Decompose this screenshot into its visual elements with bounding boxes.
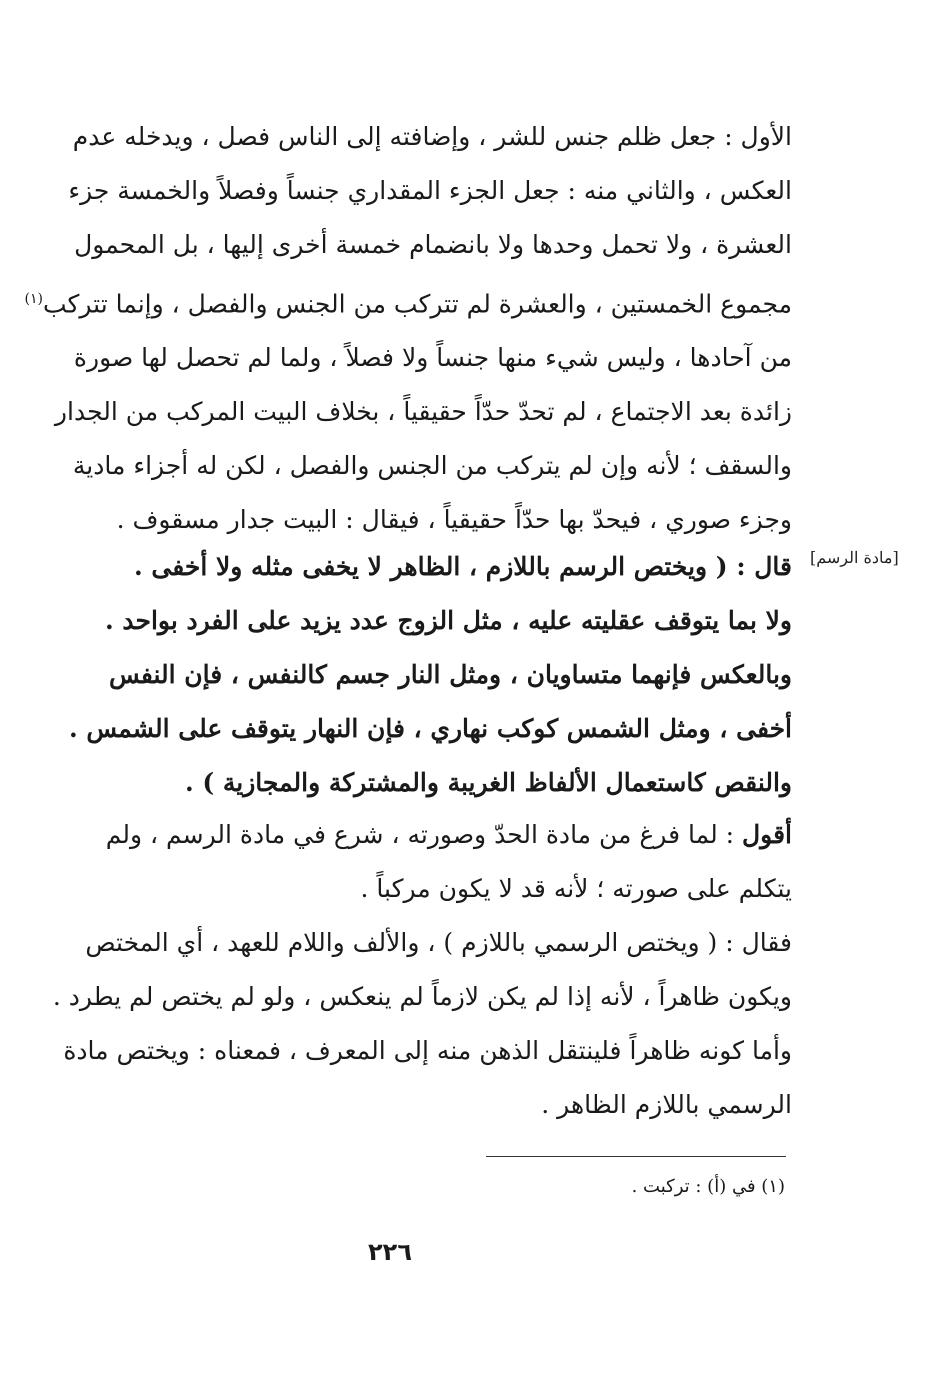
matn-line: ولا بما يتوقف عقليته عليه ، مثل الزوج عدد يزيد على الفرد بواحد .: [105, 606, 792, 635]
margin-note: [مادة الرسم]: [810, 548, 899, 567]
text-line: ويكون ظاهراً ، لأنه إذا لم يكن لازماً لم ينعكس ، ولو لم يختص لم يطرد .: [52, 982, 792, 1011]
footnote-divider: [486, 1156, 786, 1157]
text-line: والسقف ؛ لأنه وإن لم يتركب من الجنس والفصل ، لكن له أجزاء مادية: [72, 451, 792, 481]
page-number: ٢٢٦: [368, 1238, 412, 1266]
text-line: وجزء صوري ، فيحدّ بها حدّاً حقيقياً ، فيقال : البيت جدار مسقوف .: [116, 505, 792, 535]
footnote-marker: (١): [24, 291, 43, 307]
text-line: الرسمي باللازم الظاهر .: [541, 1090, 792, 1119]
text-line: الأول : جعل ظلم جنس للشر ، وإضافته إلى الناس فصل ، ويدخله عدم: [72, 122, 792, 151]
text-line-content: : لما فرغ من مادة الحدّ وصورته ، شرع في مادة الرسم ، ولم: [105, 820, 743, 849]
text-line: وأما كونه ظاهراً فلينتقل الذهن منه إلى المعرف ، فمعناه : ويختص مادة: [63, 1036, 792, 1065]
text-line-content: مجموع الخمستين ، والعشرة لم تتركب من الجنس والفصل ، وإنما تتركب: [42, 289, 792, 319]
matn-line: أخفى ، ومثل الشمس كوكب نهاري ، فإن النهار يتوقف على الشمس .: [68, 714, 792, 743]
paragraph-commentary-2: [40, 808, 792, 1132]
matn-line: وبالعكس فإنهما متساويان ، ومثل النار جسم كالنفس ، فإن النفس: [108, 660, 792, 689]
text-line: العشرة ، ولا تحمل وحدها ولا بانضمام خمسة أخرى إليها ، بل المحمول: [74, 230, 792, 259]
matn-line: والنقص كاستعمال الألفاظ الغريبة والمشتركة والمجازية ) .: [184, 768, 792, 797]
matn-line: قال : ( ويختص الرسم باللازم ، الظاهر لا يخفى مثله ولا أخفى .: [134, 552, 792, 581]
matn-bold-text: [40, 540, 792, 810]
text-line: العكس ، والثاني منه : جعل الجزء المقداري جنساً وفصلاً والخمسة جزء: [68, 176, 792, 205]
text-line: فقال : ( ويختص الرسمي باللازم ) ، والألف واللام للعهد ، أي المختص: [85, 928, 792, 957]
lead-word: أقول: [742, 820, 792, 849]
text-line: زائدة بعد الاجتماع ، لم تحدّ حدّاً حقيقياً ، بخلاف البيت المركب من الجدار: [54, 397, 792, 427]
footnote: (١) في (أ) : تركبت .: [631, 1176, 785, 1197]
text-line: من آحادها ، وليس شيء منها جنساً ولا فصلاً ، ولما لم تحصل لها صورة: [73, 343, 792, 373]
text-line: يتكلم على صورته ؛ لأنه قد لا يكون مركباً .: [360, 874, 792, 903]
text-line-with-footnote: [24, 272, 792, 331]
paragraph-commentary-1: [24, 110, 792, 547]
text-line-lead: [40, 808, 792, 862]
